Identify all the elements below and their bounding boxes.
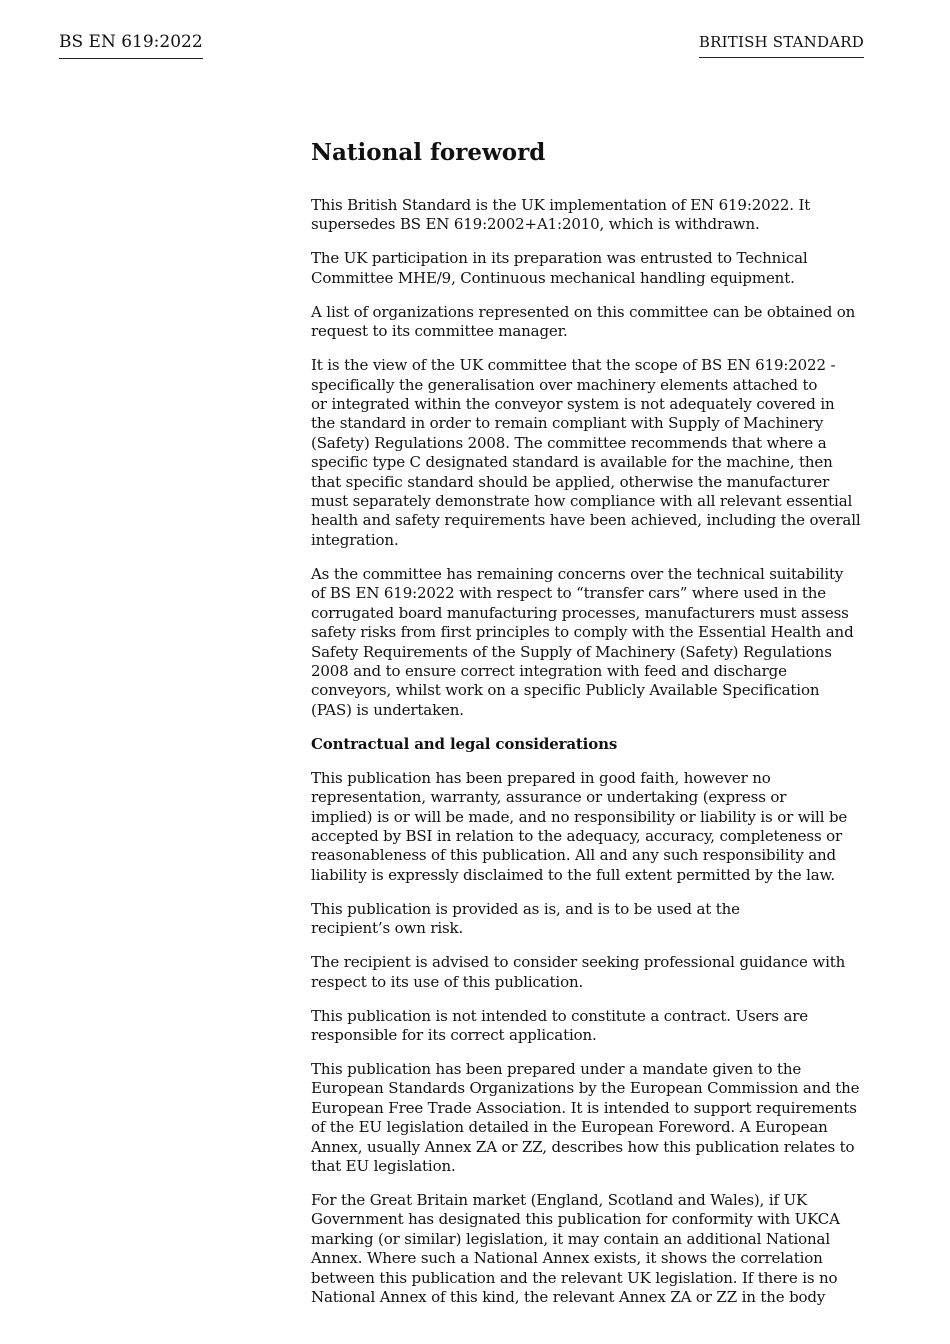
paragraph-not-contract: This publication is not intended to constitute a contract. Users are responsible for its correct application. (311, 1006, 808, 1044)
paragraph-scope-view: It is the view of the UK committee that the scope of BS EN 619:2022 - specifically the generalisation over machinery elements attached to or integrated within the conveyor system is not adequately covered in the standard in order to remain compliant with Supply of Machinery (Safety) Regulations 2008. The committee recommends that where a specific type C designated standard is available for the machine, then that specific standard should be applied, otherwise the manufacturer must separately demonstrate how compliance with all relevant essential health and safety requirements have been achieved, including the overall integration. (311, 356, 861, 549)
paragraph-own-risk: This publication is provided as is, and is to be used at the recipient’s own risk. (311, 899, 740, 938)
standard-series-label: BRITISH STANDARD (699, 32, 864, 58)
paragraph-implementation: This British Standard is the UK implementation of EN 619:2022. It supersedes BS EN 619:2002+A1:2010, which is withdrawn. (311, 196, 811, 234)
paragraph-organizations: A list of organizations represented on this committee can be obtained on request to its committee manager. (311, 302, 856, 341)
paragraph-mandate: This publication has been prepared under a mandate given to the European Standards Organizations by the European Commission and the European Free Trade Association. It is intended to support requirements of the EU legislation detailed in the European Foreword. A European Annex, usually Annex ZA or ZZ, describes how this publication relates to that EU legislation. (311, 1059, 860, 1175)
paragraph-great-britain: For the Great Britain market (England, Scotland and Wales), if UK Government has designated this publication for conformity with UKCA marking (or similar) legislation, it may contain an additional National Annex. Where such a National Annex exists, it shows the correlation between this publication and the relevant UK legislation. If there is no National Annex of this kind, the relevant Annex ZA or ZZ in the body (311, 1191, 840, 1307)
national-foreword-section (311, 138, 871, 1322)
section-title: National foreword (311, 139, 546, 166)
subheading-contractual: Contractual and legal considerations (311, 734, 618, 753)
paragraph-guidance: The recipient is advised to consider seeking professional guidance with respect to its use of this publication. (311, 953, 846, 991)
paragraph-transfer-cars: As the committee has remaining concerns over the technical suitability of BS EN 619:2022 with respect to “transfer cars” where used in the corrugated board manufacturing processes, manufacturers must assess safety risks from first principles to comply with the Essential Health and Safety Requirements of the Supply of Machinery (Safety) Regulations 2008 and to ensure correct integration with feed and discharge conveyors, whilst work on a specific Publicly Available Specification (PAS) is undertaken. (311, 564, 854, 719)
document-number: BS EN 619:2022 (59, 31, 203, 59)
paragraph-good-faith: This publication has been prepared in good faith, however no representation, warranty, assurance or undertaking (express or implied) is or will be made, and no responsibility or liability is or will be accepted by BSI in relation to the adequacy, accuracy, completeness or reasonableness of this publication. All and any such responsibility and liability is expressly disclaimed to the full extent permitted by the law. (311, 768, 848, 884)
paragraph-committee: The UK participation in its preparation was entrusted to Technical Committee MHE/9, Continuous mechanical handling equipment. (311, 249, 808, 287)
